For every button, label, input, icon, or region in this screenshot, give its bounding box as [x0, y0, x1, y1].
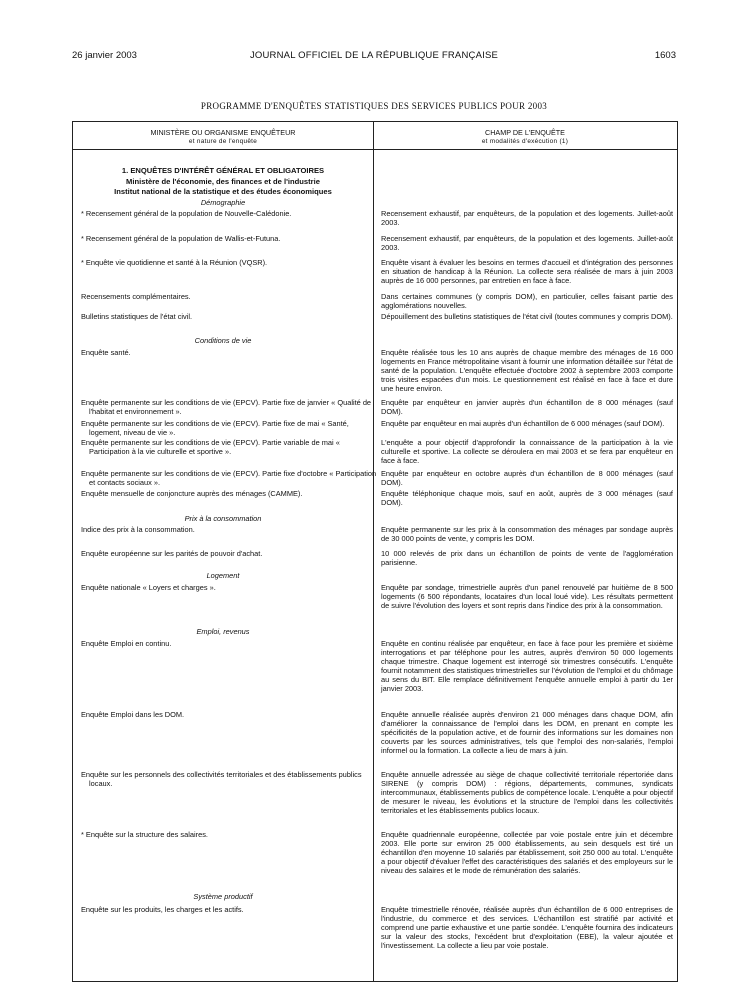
row-right: Enquête trimestrielle rénovée, réalisée auprès d'un échantillon de 6 000 entreprises de l'industrie, du commerce et des services. L'échantillon est stratifié par activité et comprend une partie exhaustive et une partie sondée. L'enquête fournira des indicateurs sur la valeur des stocks, l'excédent brut d'exploitation (EBE), la valeur ajoutée et l'investissement. La collecte a lieu par voie postale.	[381, 905, 673, 950]
subheading-demographie: Démographie	[200, 198, 246, 207]
row-right: Enquête annuelle réalisée auprès d'environ 21 000 ménages dans chaque DOM, afin d'améliorer la connaissance de l'emploi dans les DOM, en prenant en compte les spécificités de la population active, et de fournir des informations sur les domaines non couverts par les sources administratives, tels que l'emploi des non-salariés, l'emploi informel ou la formation. La collecte a lieu de mars à juin.	[381, 710, 673, 755]
row-left: Enquête nationale « Loyers et charges ».	[81, 583, 216, 592]
subheading-conditions-vie: Conditions de vie	[194, 336, 252, 345]
row-left: Enquête sur les produits, les charges et les actifs.	[81, 905, 244, 914]
row-left: Enquête sur les personnels des collectivités territoriales et des établissements publics locaux.	[81, 770, 362, 788]
subheading-logement: Logement	[206, 571, 240, 580]
left-column-subtitle: et nature de l'enquête	[188, 138, 258, 145]
row-right: Enquête annuelle adressée au siège de chaque collectivité territoriale répertoriée dans SIRENE (y compris DOM) : régions, départements, communes, syndicats intercommunaux, établissements publics de compétence locale. L'enquête a pour objectif de mesurer le niveau, les évolutions et la structure de l'emploi dans les collectivités territoriales et les établissements publics locaux.	[381, 770, 673, 815]
survey-table	[72, 121, 678, 982]
row-left: Enquête permanente sur les conditions de vie (EPCV). Partie fixe de janvier « Qualité de l'habitat et environnement ».	[81, 398, 372, 416]
row-left: Enquête permanente sur les conditions de vie (EPCV). Partie variable de mai « Participation à la vie culturelle et sportive ».	[81, 438, 340, 456]
page-number: 1603	[654, 50, 676, 61]
left-column-title: MINISTÈRE OU ORGANISME ENQUÊTEUR	[150, 128, 296, 137]
row-right: Enquête visant à évaluer les besoins en termes d'accueil et d'intégration des personnes en situation de handicap à la Réunion. La collecte sera réalisée de mars à juin 2003 auprès de 16 000 personnes, par entretien en face à face.	[381, 258, 673, 285]
section-institute: Institut national de la statistique et des études économiques	[114, 187, 332, 196]
row-right: Enquête par enquêteur en janvier auprès d'un échantillon de 8 000 ménages (sauf DOM).	[381, 398, 673, 416]
row-right: Enquête permanente sur les prix à la consommation des ménages par sondage auprès de 30 000 points de vente, y compris les DOM.	[381, 525, 673, 543]
row-left: Indice des prix à la consommation.	[81, 525, 195, 534]
row-right: Enquête réalisée tous les 10 ans auprès de chaque membre des ménages de 16 000 logements en France métropolitaine visant à fournir une information détaillée sur l'état de santé de la population. L'enquête effectuée d'octobre 2002 à septembre 2003 comporte trois visites espacées d'un mois. Le questionnement est réalisé en face à face et dure une heure environ.	[381, 348, 673, 393]
row-left: * Recensement général de la population de Wallis-et-Futuna.	[81, 234, 281, 243]
subheading-systeme: Système productif	[193, 892, 253, 901]
row-left: Enquête permanente sur les conditions de vie (EPCV). Partie fixe de mai « Santé, logement, niveau de vie ».	[81, 419, 349, 437]
section-title: 1. ENQUÊTES D'INTÉRÊT GÉNÉRAL ET OBLIGATOIRES	[121, 166, 325, 175]
row-left: * Enquête vie quotidienne et santé à la Réunion (VQSR).	[81, 258, 268, 267]
subheading-prix: Prix à la consommation	[184, 514, 262, 523]
page-header	[72, 50, 676, 64]
row-right: Enquête quadriennale européenne, collectée par voie postale entre juin et décembre 2003. Elle porte sur environ 25 000 établissements, au sein desquels est tiré un échantillon d'en moyenne 10 salariés par établissement, soit 250 000 au total. L'enquête a pour objectif d'évaluer l'effet des caractéristiques des salariés et des employeurs sur le niveau des salaires et le mode de rémunération des salariés.	[381, 830, 673, 875]
row-left: Enquête mensuelle de conjoncture auprès des ménages (CAMME).	[81, 489, 303, 498]
row-right: Recensement exhaustif, par enquêteurs, de la population et des logements. Juillet-août 2003.	[381, 234, 673, 252]
header-divider	[73, 149, 677, 150]
row-left: Recensements complémentaires.	[81, 292, 191, 301]
subheading-emploi: Emploi, revenus	[196, 627, 250, 636]
row-right: Enquête en continu réalisée par enquêteur, en face à face pour les première et sixième interrogations et par téléphone pour les autres, auprès d'environ 50 000 logements chaque trimestre. Chaque logement est interrogé six trimestres consécutifs. L'enquête fournit notamment des statistiques trimestrielles sur l'évolution de l'emploi et du chômage au sens du BIT. Elle remplace définitivement l'enquête annuelle emploi à partir du 1er janvier 2003.	[381, 639, 673, 693]
row-right: 10 000 relevés de prix dans un échantillon de points de vente de l'agglomération parisienne.	[381, 549, 673, 567]
programme-title: PROGRAMME D'ENQUÊTES STATISTIQUES DES SERVICES PUBLICS POUR 2003	[200, 101, 548, 111]
right-column-header	[373, 128, 677, 146]
row-left: Enquête Emploi dans les DOM.	[81, 710, 185, 719]
row-right: Dépouillement des bulletins statistiques de l'état civil (toutes communes y compris DOM).	[381, 312, 673, 321]
row-left: Enquête Emploi en continu.	[81, 639, 172, 648]
row-left: Bulletins statistiques de l'état civil.	[81, 312, 193, 321]
journal-title: JOURNAL OFFICIEL DE LA RÉPUBLIQUE FRANÇAISE	[249, 50, 499, 61]
row-left: Enquête santé.	[81, 348, 131, 357]
right-column-title: CHAMP DE L'ENQUÊTE	[485, 128, 565, 137]
header-date: 26 janvier 2003	[72, 50, 137, 61]
row-left: * Enquête sur la structure des salaires.	[81, 830, 208, 839]
row-left: * Recensement général de la population de Nouvelle-Calédonie.	[81, 209, 292, 218]
row-right: Recensement exhaustif, par enquêteurs, de la population et des logements. Juillet-août 2003.	[381, 209, 673, 227]
row-left: Enquête permanente sur les conditions de vie (EPCV). Partie fixe d'octobre « Participation et contacts sociaux ».	[81, 469, 377, 487]
right-column-subtitle: et modalités d'exécution (1)	[481, 138, 569, 145]
row-right: Enquête téléphonique chaque mois, sauf en août, auprès de 3 000 ménages (sauf DOM).	[381, 489, 673, 507]
row-right: Enquête par sondage, trimestrielle auprès d'un panel renouvelé par huitième de 8 500 logements (6 500 répondants, locataires d'un local loué vide). Les résultats permettent de suivre l'évolution des loyers et sont repris dans l'indice des prix à la consommation.	[381, 583, 673, 610]
row-right: L'enquête a pour objectif d'approfondir la connaissance de la participation à la vie culturelle et sportive. La collecte se déroulera en mai 2003 et se fera par enquêteur en face à face.	[381, 438, 673, 465]
row-left: Enquête européenne sur les parités de pouvoir d'achat.	[81, 549, 263, 558]
left-column-header	[73, 128, 373, 146]
row-right: Dans certaines communes (y compris DOM), en particulier, celles faisant partie des agglomérations nouvelles.	[381, 292, 673, 310]
row-right: Enquête par enquêteur en mai auprès d'un échantillon de 6 000 ménages (sauf DOM).	[381, 419, 665, 428]
section-ministry: Ministère de l'économie, des finances et de l'industrie	[126, 177, 320, 186]
row-right: Enquête par enquêteur en octobre auprès d'un échantillon de 8 000 ménages (sauf DOM).	[381, 469, 673, 487]
